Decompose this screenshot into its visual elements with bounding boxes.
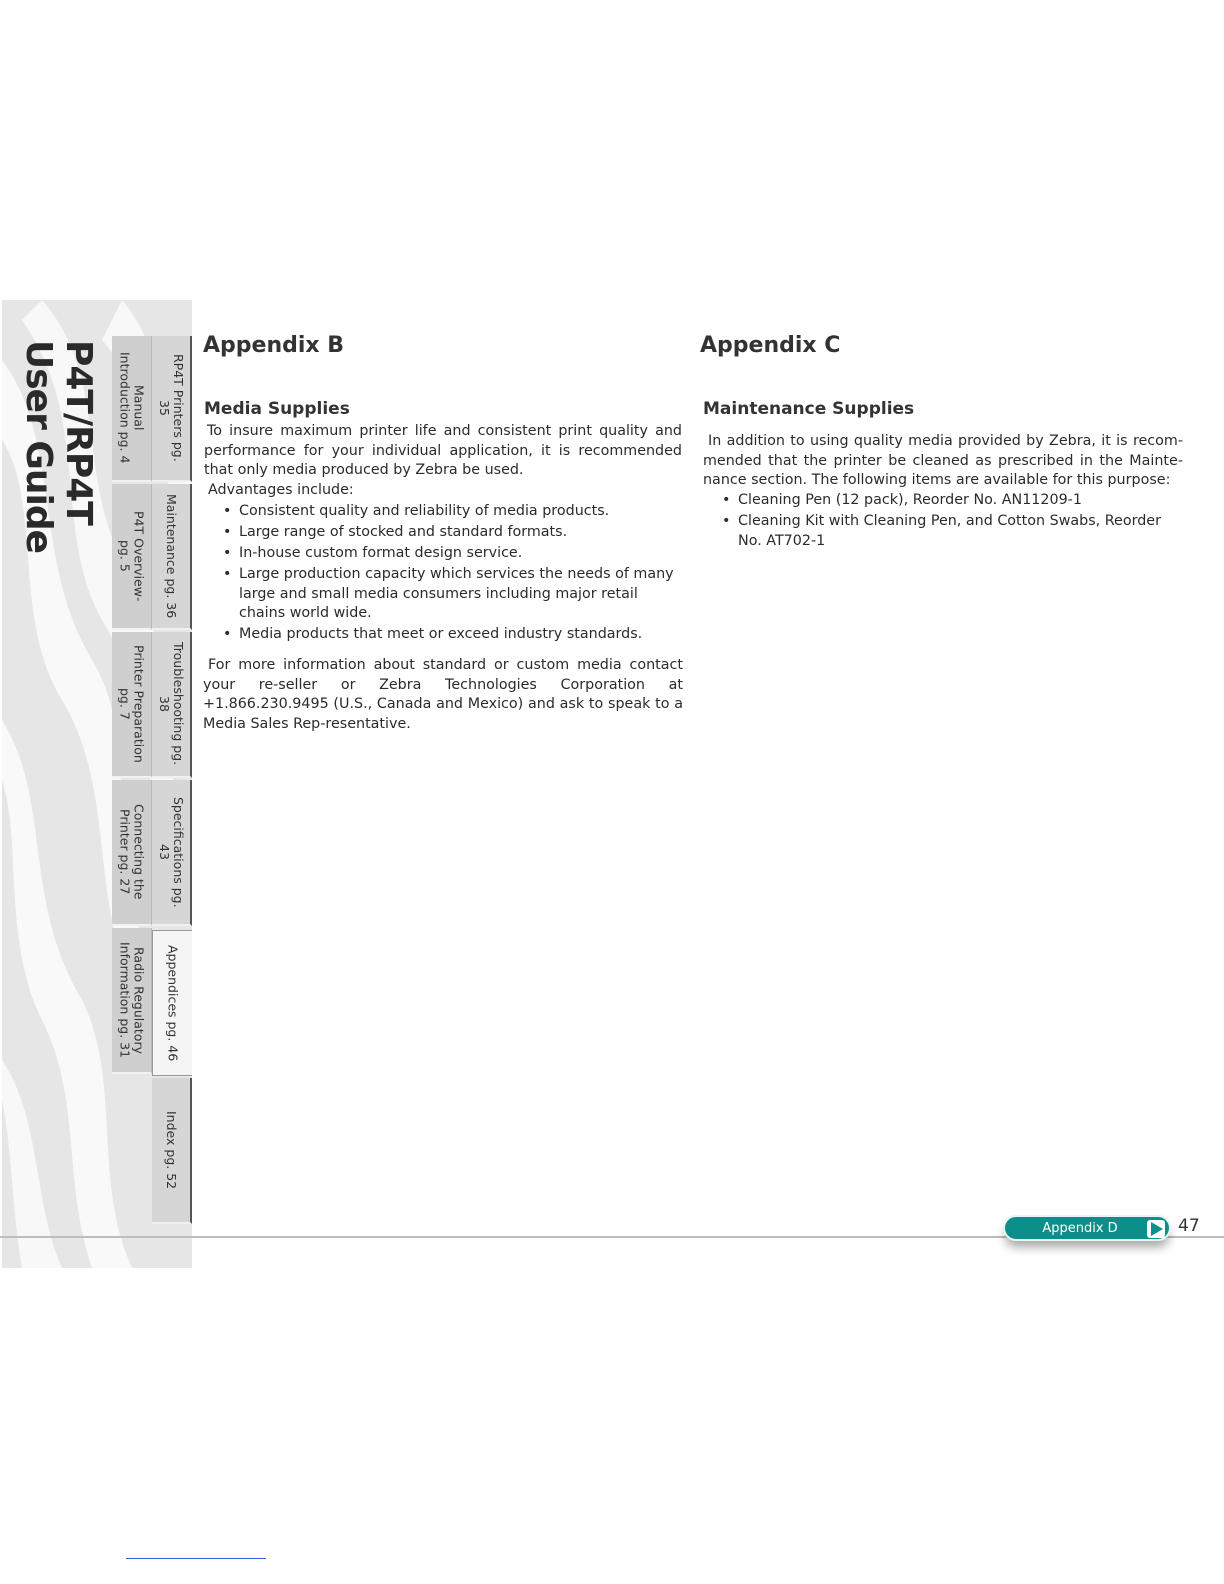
tab-radio-regulatory[interactable]	[112, 928, 152, 1074]
next-button-label: Appendix D	[1042, 1220, 1118, 1236]
tab-label: Connecting the Printer pg. 27	[117, 804, 147, 900]
advantages-label: Advantages include:	[208, 482, 354, 498]
tab-label: Printer Preparation pg. 7	[117, 645, 147, 763]
tab-manual-introduction[interactable]	[112, 336, 152, 482]
next-appendix-d-button[interactable]	[1003, 1215, 1171, 1241]
tab-appendices[interactable]	[152, 930, 192, 1076]
advantages-list	[217, 502, 683, 646]
page-number: 47	[1178, 1216, 1200, 1236]
tab-specifications[interactable]	[152, 780, 192, 926]
tab-troubleshooting[interactable]	[152, 632, 192, 778]
list-item: • Cleaning Pen (12 pack), Reorder No. AN11209-1	[716, 491, 1183, 511]
tab-label: Troubleshooting pg. 38	[157, 642, 186, 766]
tab-label: RP4T Printers pg. 35	[157, 354, 186, 462]
maintenance-supplies-heading: Maintenance Supplies	[703, 399, 915, 419]
tab-label: Manual Introduction pg. 4	[117, 352, 147, 464]
tab-label: P4T Overview- pg. 5	[117, 510, 147, 602]
maintenance-supplies-list	[716, 491, 1183, 553]
list-item: • Cleaning Kit with Cleaning Pen, and Cotton Swabs, Reorder No. AT702-1	[716, 512, 1183, 551]
list-item: • Large production capacity which services the needs of many large and small media consumers including major retail chains world wide.	[217, 565, 683, 624]
appendix-b-title: Appendix B	[203, 333, 345, 358]
list-item: • Media products that meet or exceed industry standards.	[217, 625, 683, 645]
media-supplies-intro: To insure maximum printer life and consistent print quality and performance for your individual application, it is recommended that only media produced by Zebra be used.	[204, 423, 682, 478]
media-supplies-heading: Media Supplies	[204, 399, 350, 419]
bottom-link-underline	[126, 1558, 266, 1559]
guide-title-line1: P4T/RP4T	[58, 340, 99, 525]
maintenance-supplies-intro: In addition to using quality media provided by Zebra, it is recom-mended that the printer be cleaned as prescribed in the Mainte-nance section. The following items are available for this purpose:	[703, 433, 1183, 488]
tab-label: Radio Regulatory Information pg. 31	[117, 941, 147, 1059]
appendix-c-title: Appendix C	[700, 333, 841, 358]
tab-printer-preparation[interactable]	[112, 632, 152, 778]
tab-p4t-overview[interactable]	[112, 484, 152, 630]
guide-title	[18, 340, 99, 554]
tab-label: Maintenance pg. 36	[164, 493, 179, 619]
tab-label: Appendices pg. 46	[165, 944, 181, 1062]
tab-connecting-printer[interactable]	[112, 780, 152, 926]
list-item: • Large range of stocked and standard formats.	[217, 523, 683, 543]
guide-title-line2: User Guide	[18, 340, 59, 554]
tab-rp4t-printers[interactable]	[152, 336, 192, 482]
media-contact-text: For more information about standard or custom media contact your re-seller or Zebra Technologies Corporation at +1.866.230.9495 (U.S., Canada and Mexico) and ask to speak to a Media Sales Rep-resentative.	[203, 657, 683, 732]
list-item: • Consistent quality and reliability of media products.	[217, 502, 683, 522]
tab-label: Specifications pg. 43	[157, 796, 186, 908]
tab-maintenance[interactable]	[152, 484, 192, 630]
tab-label: Index pg. 52	[164, 1110, 179, 1190]
list-item: • In-house custom format design service.	[217, 544, 683, 564]
tab-index[interactable]	[152, 1078, 192, 1224]
play-arrow-icon	[1147, 1220, 1165, 1238]
